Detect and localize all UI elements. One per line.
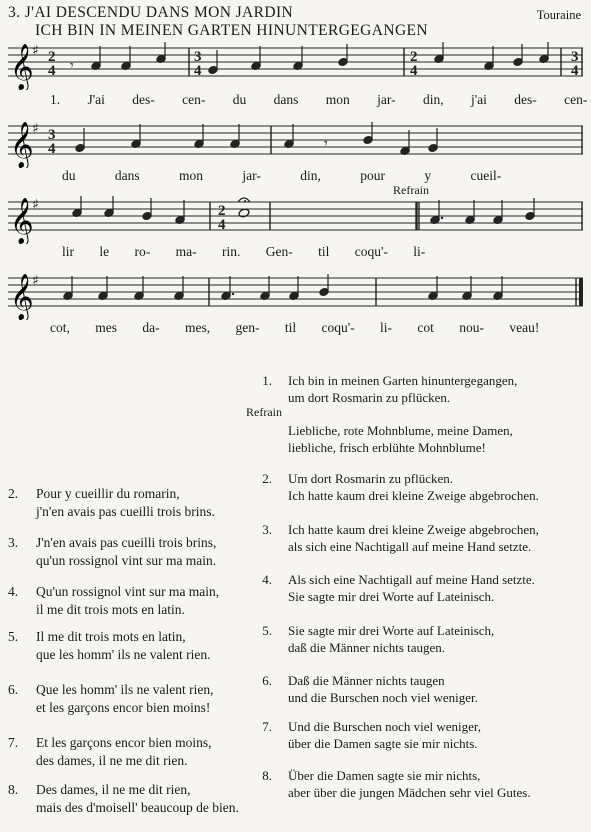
french-line: qu'un rossignol vint sur ma main. <box>36 553 217 568</box>
verse-number: 7. <box>262 719 272 734</box>
german-line: Um dort Rosmarin zu pflücken. <box>288 471 453 486</box>
song-title-french: 3. J'AI DESCENDU DANS MON JARDIN <box>8 4 294 21</box>
svg-text:♯: ♯ <box>32 43 39 59</box>
german-line: um dort Rosmarin zu pflücken. <box>288 390 451 405</box>
german-line: Und die Burschen noch viel weniger, <box>288 719 481 734</box>
german-line: über die Damen sagte sie mir nichts. <box>288 736 478 751</box>
svg-text:𝄞: 𝄞 <box>10 122 34 168</box>
svg-text:4: 4 <box>571 63 579 79</box>
treble-clef-icon: 𝄞 <box>10 44 34 90</box>
staff-3 <box>8 194 583 244</box>
french-line: Il me dit trois mots en latin, <box>36 629 186 644</box>
french-verse <box>8 681 214 717</box>
svg-text:𝄾: 𝄾 <box>324 136 328 152</box>
verse-number: 7. <box>8 735 19 750</box>
verse-number: 1. <box>262 373 272 388</box>
staff-2 <box>8 118 583 168</box>
svg-text:𝄞: 𝄞 <box>10 198 34 244</box>
verse-number: 2. <box>8 486 19 501</box>
svg-text:𝄞: 𝄞 <box>10 274 34 320</box>
svg-text:𝄾: 𝄾 <box>70 58 74 74</box>
svg-text:4: 4 <box>194 63 202 79</box>
french-line: mais des d'moisell' beaucoup de bien. <box>36 800 239 815</box>
svg-text:4: 4 <box>48 141 56 157</box>
verse-number: 8. <box>8 782 19 797</box>
verse-number: 6. <box>262 673 272 688</box>
french-verse <box>8 734 211 770</box>
french-verse <box>8 583 219 619</box>
svg-text:4: 4 <box>48 63 56 79</box>
german-line: als sich eine Nachtigall auf meine Hand setzte. <box>288 539 532 554</box>
svg-text:3: 3 <box>571 49 579 65</box>
score-refrain-label: Refrain <box>393 183 429 197</box>
staff-4-lyrics: cot, mes da- mes, gen- til coqu'- li- cot nou- veau! <box>50 320 540 335</box>
french-line: j'n'en avais pas cueilli trois brins. <box>36 504 215 519</box>
verse-number: 6. <box>8 682 19 697</box>
german-line: daß die Männer nichts taugen. <box>288 640 446 655</box>
staff-4 <box>8 270 583 320</box>
verse-number: 4. <box>8 584 19 599</box>
verse-number: 5. <box>8 629 19 644</box>
german-line: Über die Damen sagte sie mir nichts, <box>288 768 481 783</box>
svg-text:3: 3 <box>48 127 56 143</box>
svg-text:♯: ♯ <box>32 197 39 213</box>
french-line: Pour y cueillir du romarin, <box>36 486 180 501</box>
song-title-german: ICH BIN IN MEINEN GARTEN HINUNTERGEGANGEN <box>35 22 429 39</box>
german-line: Ich hatte kaum drei kleine Zweige abgebrochen. <box>288 488 539 503</box>
french-line: Qu'un rossignol vint sur ma main, <box>36 584 220 599</box>
svg-text:3: 3 <box>194 49 202 65</box>
german-line: aber über die jungen Mädchen sehr viel Gutes. <box>288 785 531 800</box>
german-line: Als sich eine Nachtigall auf meine Hand setzte. <box>288 572 535 587</box>
staff-3-lyrics: lir le ro- ma- rin. Gen- til coqu'- li- <box>62 244 426 259</box>
french-line: et les garçons encor bien moins! <box>36 700 211 715</box>
french-line: que les homm' ils ne valent rien. <box>36 647 211 662</box>
verse-number: 3. <box>262 522 272 537</box>
french-line: des dames, il ne me dit rien. <box>36 753 188 768</box>
german-line: Sie sagte mir drei Worte auf Lateinisch, <box>288 623 495 638</box>
french-verse <box>8 485 215 521</box>
french-line: Et les garçons encor bien moins, <box>36 735 212 750</box>
german-line: Liebliche, rote Mohnblume, meine Damen, <box>288 423 513 438</box>
french-line: Que les homm' ils ne valent rien, <box>36 682 214 697</box>
verse-number: 4. <box>262 572 272 587</box>
verse-number: 5. <box>262 623 272 638</box>
french-line: J'n'en avais pas cueilli trois brins, <box>36 535 217 550</box>
german-line: Sie sagte mir drei Worte auf Lateinisch. <box>288 589 495 604</box>
german-line: Ich hatte kaum drei kleine Zweige abgebrochen, <box>288 522 539 537</box>
german-refrain-label: Refrain <box>246 405 282 419</box>
svg-text:2: 2 <box>410 49 418 65</box>
svg-text:♯: ♯ <box>32 273 39 289</box>
verse-number: 3. <box>8 535 19 550</box>
staff-1-lyrics: 1. J'ai des- cen- du dans mon jar- din, j'ai des- cen- <box>50 92 588 107</box>
french-line: il me dit trois mots en latin. <box>36 602 185 617</box>
french-verse <box>8 534 216 570</box>
staff-2-lyrics: du dans mon jar- din, pour y cueil- <box>62 168 502 183</box>
svg-text:4: 4 <box>410 63 418 79</box>
german-line: und die Burschen noch viel weniger. <box>288 690 478 705</box>
german-line: Daß die Männer nichts taugen <box>288 673 445 688</box>
german-line: Ich bin in meinen Garten hinuntergegangen, <box>288 373 518 388</box>
svg-text:2: 2 <box>218 203 226 219</box>
french-line: Des dames, il ne me dit rien, <box>36 782 191 797</box>
svg-text:2: 2 <box>48 49 56 65</box>
german-line: liebliche, frisch erblühte Mohnblume! <box>288 440 486 455</box>
svg-text:4: 4 <box>218 217 226 233</box>
french-verse <box>8 628 211 664</box>
svg-text:♯: ♯ <box>32 121 39 137</box>
french-verse <box>8 781 239 817</box>
staff-1 <box>8 40 583 90</box>
verse-number: 2. <box>262 471 272 486</box>
song-origin: Touraine <box>536 8 581 22</box>
verse-number: 8. <box>262 768 272 783</box>
